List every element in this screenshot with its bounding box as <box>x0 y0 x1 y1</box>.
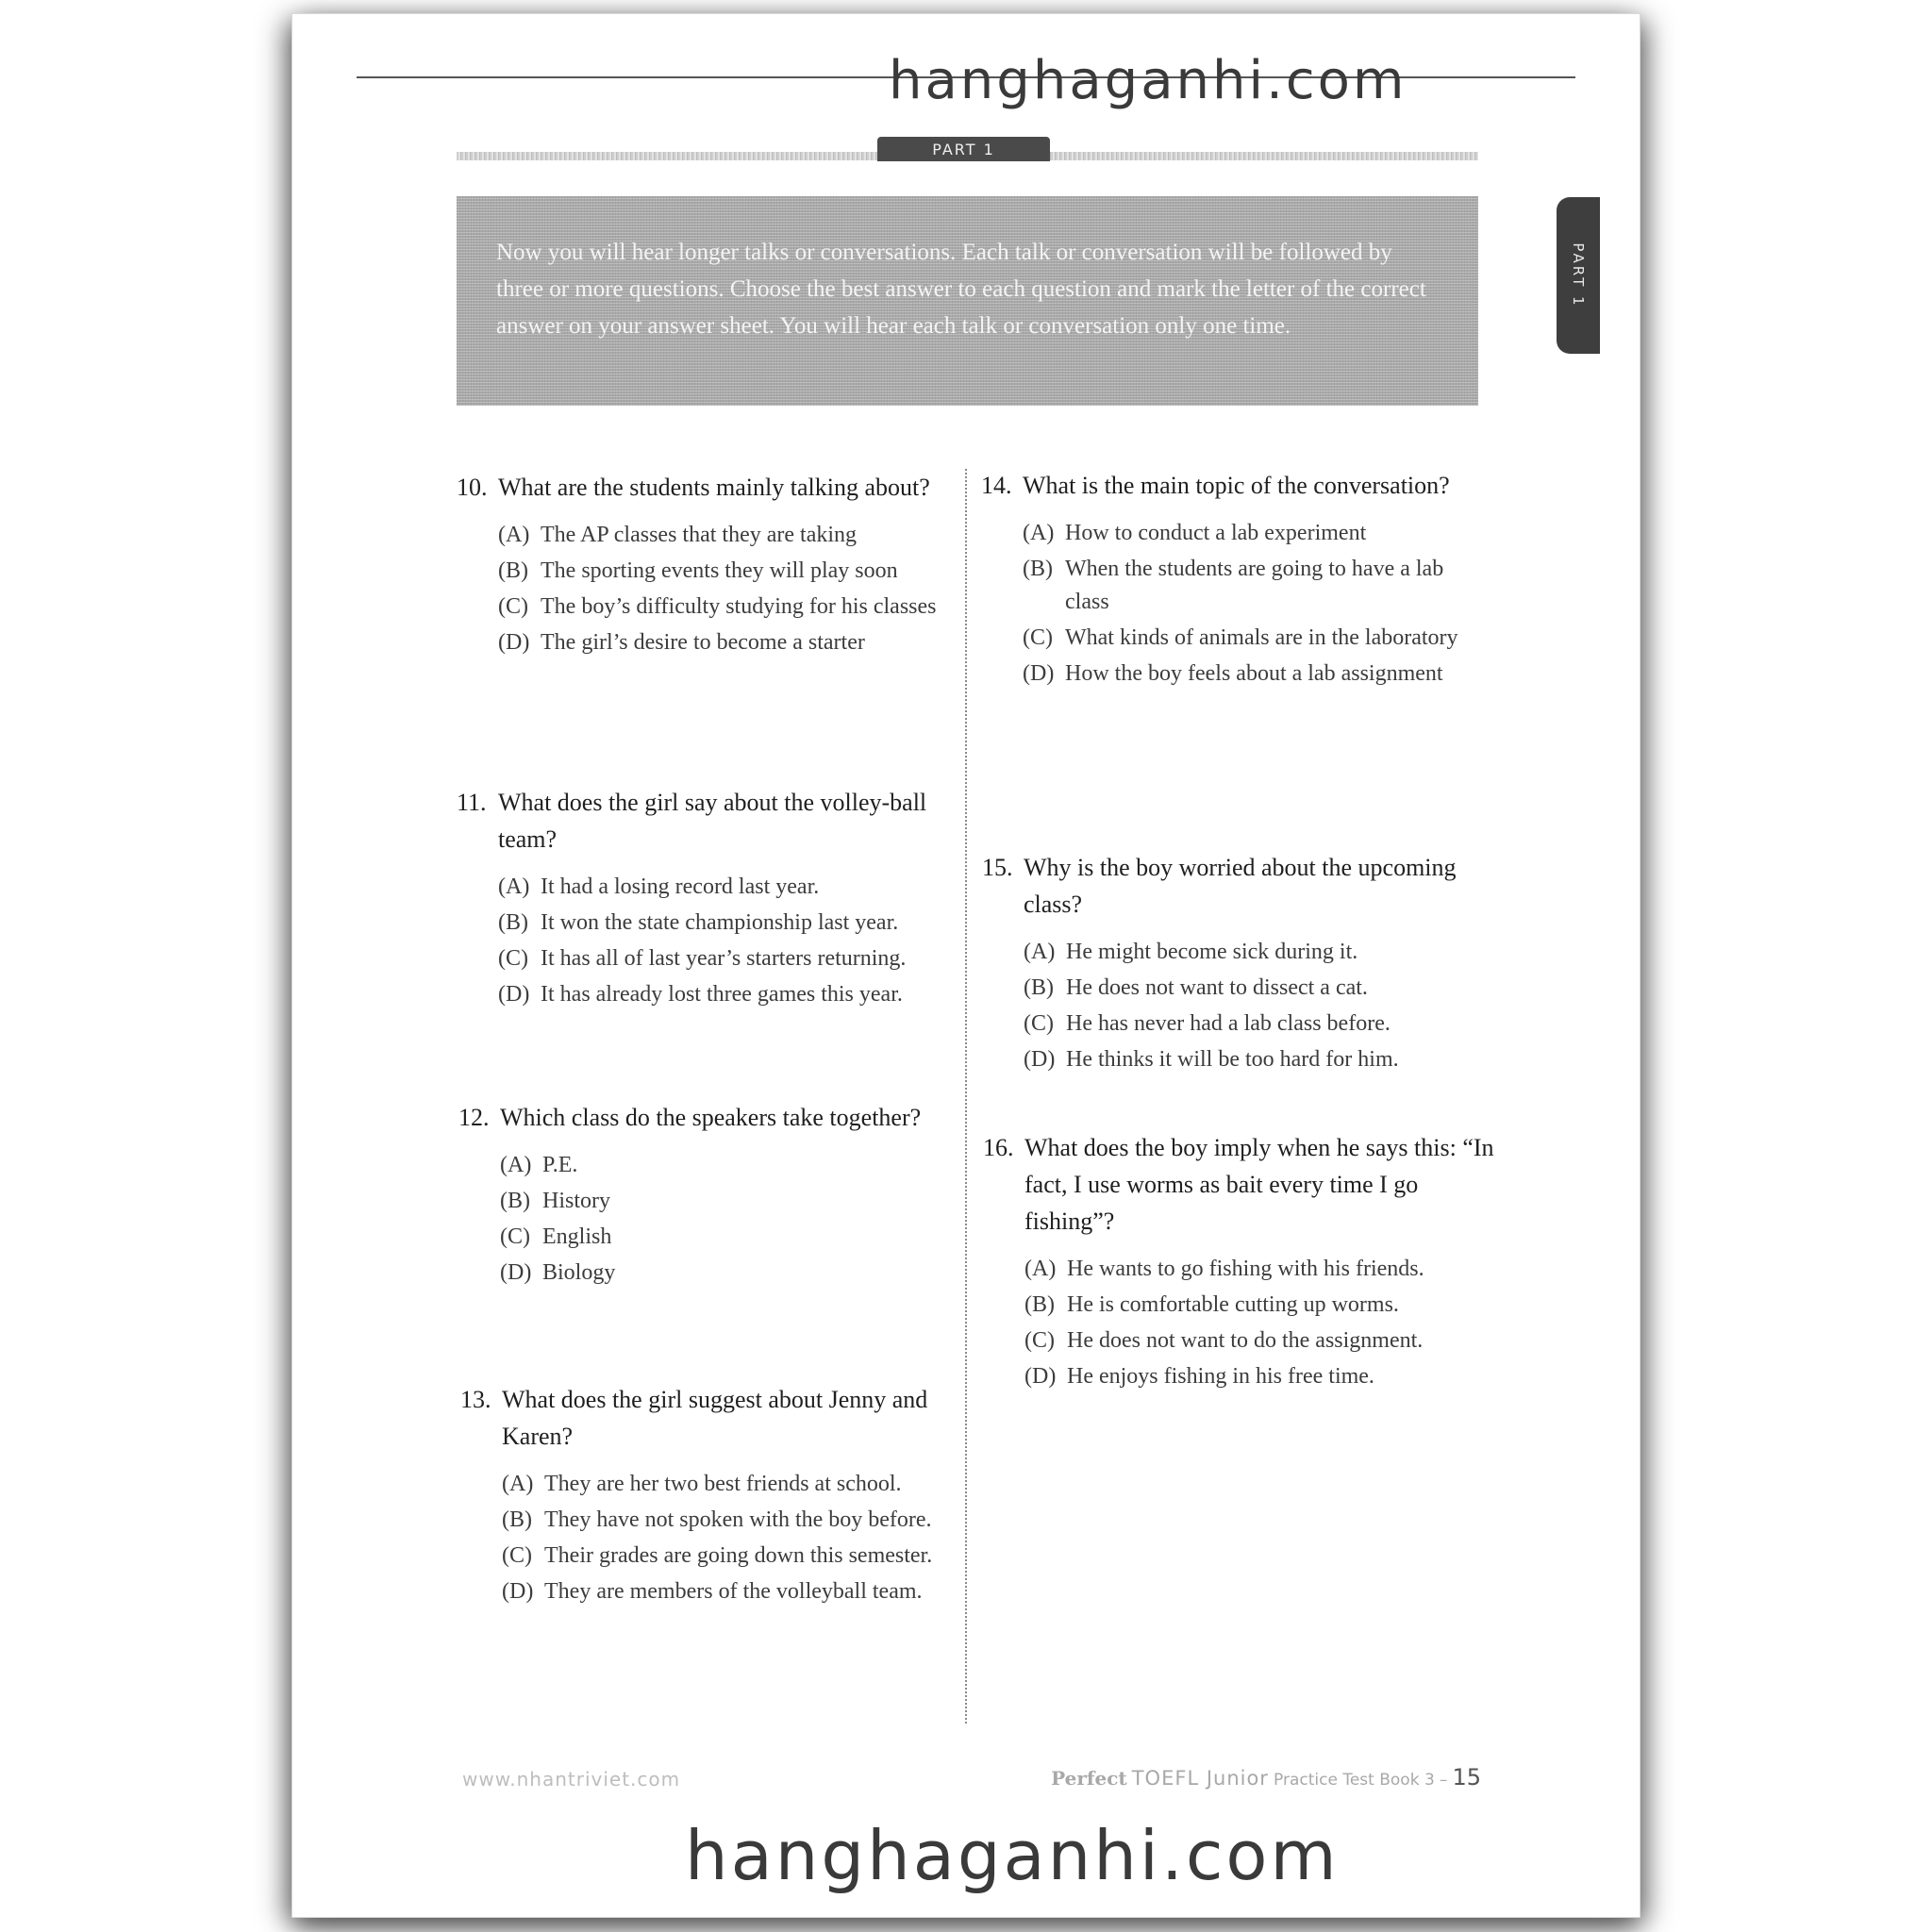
answer-option <box>500 1149 968 1182</box>
instructions-box: Now you will hear longer talks or conversations. Each talk or conversation will be followed by three or more questions. Choose the best answer to each question and mark the letter of the correct answer on your answer sheet. You will hear each talk or conversation only one time. <box>457 196 1478 406</box>
option-letter: (D) <box>1023 661 1055 686</box>
option-text: They are members of the volleyball team. <box>544 1579 923 1604</box>
option-text: He thinks it will be too hard for him. <box>1066 1047 1399 1072</box>
watermark-bottom: hanghaganhi.com <box>685 1816 1340 1895</box>
option-letter: (A) <box>498 874 530 899</box>
part-label-tab: PART 1 <box>877 137 1050 161</box>
option-text: He has never had a lab class before. <box>1066 1011 1391 1036</box>
option-letter: (D) <box>1024 1047 1056 1072</box>
option-text: He enjoys fishing in his free time. <box>1067 1364 1374 1389</box>
option-letter: (C) <box>498 946 528 971</box>
answer-option <box>1024 1043 1491 1076</box>
question-12 <box>458 1099 968 1292</box>
option-letter: (C) <box>500 1224 530 1249</box>
answer-option <box>1024 1008 1491 1041</box>
side-part-tab <box>1557 197 1600 354</box>
option-letter: (A) <box>1024 940 1056 964</box>
question-number: 12. <box>458 1104 490 1131</box>
answer-option <box>502 1540 970 1573</box>
answer-option <box>498 626 966 659</box>
option-text: How the boy feels about a lab assignment <box>1065 661 1443 686</box>
option-letter: (C) <box>502 1543 532 1568</box>
option-text: It won the state championship last year. <box>541 910 899 935</box>
option-text: English <box>542 1224 612 1249</box>
option-letter: (A) <box>500 1153 532 1177</box>
option-text: The sporting events they will play soon <box>541 558 898 583</box>
document-page <box>292 14 1640 1917</box>
question-number: 13. <box>460 1386 491 1413</box>
option-letter: (B) <box>502 1507 532 1532</box>
option-text: They are her two best friends at school. <box>544 1472 902 1496</box>
answer-option <box>1024 1289 1497 1322</box>
question-13 <box>460 1381 970 1611</box>
option-letter: (D) <box>502 1579 534 1604</box>
question-number: 16. <box>983 1134 1014 1161</box>
answer-option <box>1023 553 1491 619</box>
answer-option <box>1024 1253 1497 1286</box>
footer-website: www.nhantriviet.com <box>462 1768 681 1790</box>
answer-option <box>500 1185 968 1218</box>
option-letter: (B) <box>1024 1292 1055 1317</box>
option-text: He wants to go fishing with his friends. <box>1067 1257 1424 1281</box>
answer-option <box>498 978 966 1011</box>
answer-option <box>498 519 966 552</box>
question-text: Why is the boy worried about the upcoming class? <box>1024 854 1457 918</box>
question-text: Which class do the speakers take together? <box>500 1104 922 1131</box>
option-letter: (C) <box>1024 1011 1054 1036</box>
option-letter: (C) <box>498 594 528 619</box>
option-text: Their grades are going down this semester. <box>544 1543 933 1568</box>
footer-separator: – <box>1439 1771 1448 1790</box>
question-10 <box>457 469 966 662</box>
option-letter: (B) <box>1024 975 1054 1000</box>
option-text: When the students are going to have a lab class <box>1065 557 1444 614</box>
option-letter: (D) <box>1024 1364 1057 1389</box>
answer-option <box>498 871 966 904</box>
answer-option <box>1024 1360 1497 1393</box>
option-text: It had a losing record last year. <box>541 874 820 899</box>
option-text: He is comfortable cutting up worms. <box>1067 1292 1399 1317</box>
question-16 <box>983 1129 1497 1396</box>
option-text: Biology <box>542 1260 616 1285</box>
answer-option <box>498 907 966 940</box>
option-text: History <box>542 1189 610 1213</box>
footer-brand: Perfect <box>1051 1767 1127 1790</box>
answer-option <box>502 1575 970 1608</box>
answer-option <box>502 1468 970 1501</box>
question-14 <box>981 467 1491 693</box>
option-text: The AP classes that they are taking <box>541 523 858 547</box>
footer-title: TOEFL Junior <box>1131 1767 1269 1790</box>
option-text: What kinds of animals are in the laboratory <box>1065 625 1458 650</box>
option-letter: (A) <box>1023 521 1055 545</box>
question-text: What are the students mainly talking about? <box>498 474 930 501</box>
option-text: It has all of last year’s starters returning. <box>541 946 907 971</box>
answer-option <box>498 555 966 588</box>
footer-book-title <box>972 1764 1481 1790</box>
answer-option <box>500 1221 968 1254</box>
watermark-top: hanghaganhi.com <box>889 50 1407 111</box>
answer-option <box>498 591 966 624</box>
side-part-tab-label: PART 1 <box>1570 242 1587 308</box>
question-text: What does the girl suggest about Jenny and Karen? <box>502 1386 928 1450</box>
option-letter: (D) <box>498 630 530 655</box>
option-letter: (A) <box>498 523 530 547</box>
option-letter: (B) <box>500 1189 530 1213</box>
option-text: P.E. <box>542 1153 578 1177</box>
answer-option <box>1024 1324 1497 1357</box>
option-text: It has already lost three games this year. <box>541 982 903 1007</box>
option-text: They have not spoken with the boy before. <box>544 1507 932 1532</box>
question-text: What is the main topic of the conversation? <box>1023 472 1450 499</box>
answer-option <box>1024 936 1491 969</box>
option-letter: (A) <box>502 1472 534 1496</box>
option-text: He might become sick during it. <box>1066 940 1358 964</box>
option-text: How to conduct a lab experiment <box>1065 521 1367 545</box>
answer-option <box>1023 517 1491 550</box>
page-number: 15 <box>1452 1764 1481 1790</box>
question-15 <box>982 849 1491 1079</box>
option-letter: (B) <box>1023 557 1053 581</box>
answer-option <box>498 942 966 975</box>
question-number: 11. <box>457 789 487 816</box>
option-letter: (C) <box>1024 1328 1055 1353</box>
answer-option <box>1023 622 1491 655</box>
option-text: He does not want to dissect a cat. <box>1066 975 1368 1000</box>
option-letter: (C) <box>1023 625 1053 650</box>
question-number: 15. <box>982 854 1013 881</box>
option-text: He does not want to do the assignment. <box>1067 1328 1424 1353</box>
question-text: What does the girl say about the volley-ball team? <box>498 789 927 853</box>
option-text: The boy’s difficulty studying for his classes <box>541 594 937 619</box>
option-letter: (D) <box>500 1260 532 1285</box>
answer-option <box>1024 972 1491 1005</box>
answer-option <box>502 1504 970 1537</box>
question-11 <box>457 784 966 1014</box>
option-letter: (D) <box>498 982 530 1007</box>
answer-option <box>1023 658 1491 691</box>
option-letter: (B) <box>498 558 528 583</box>
question-number: 10. <box>457 474 488 501</box>
answer-option <box>500 1257 968 1290</box>
question-text: What does the boy imply when he says this: “In fact, I use worms as bait every time I go fishing”? <box>1024 1134 1494 1235</box>
footer-subtitle: Practice Test Book 3 <box>1274 1771 1435 1790</box>
option-text: The girl’s desire to become a starter <box>541 630 865 655</box>
option-letter: (A) <box>1024 1257 1057 1281</box>
question-number: 14. <box>981 472 1012 499</box>
option-letter: (B) <box>498 910 528 935</box>
